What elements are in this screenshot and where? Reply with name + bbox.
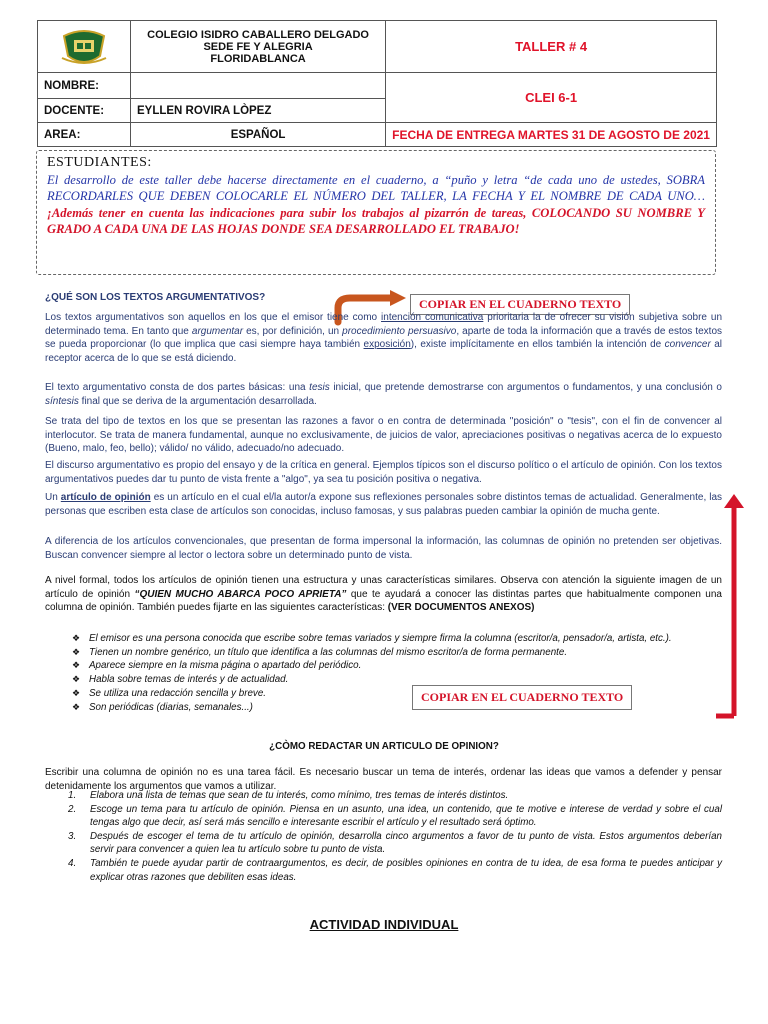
diamond-bullet-icon: ❖ xyxy=(72,674,81,685)
paragraph-escribir-columna: Escribir una columna de opinión no es una tarea fácil. Es necesario buscar un tema de interés, ordenar las ideas que vamos a defender y pensar detenidamente los argumentos que vamos a utilizar. xyxy=(45,767,722,792)
diamond-bullet-icon: ❖ xyxy=(72,687,81,698)
list-item: ❖ Son periódicas (diarias, semanales...) xyxy=(72,701,253,713)
diamond-bullet-icon: ❖ xyxy=(72,701,81,712)
diamond-bullet-icon: ❖ xyxy=(72,633,81,643)
list-item: ❖ Tienen un nombre genérico, un título que identifica a las columnas del mismo escritor/a de forma permanente. xyxy=(72,646,568,658)
paragraph-discurso: El discurso argumentativo es propio del ensayo y de la crítica en general. Ejemplos típicos son el discurso político o el artículo de opinión. Con los textos argumentativos puedes dar tu punto de vista frente a "algo", ya sea tu posición positiva o negativa. xyxy=(45,460,722,485)
estudiantes-blue-text: El desarrollo de este taller debe hacerse directamente en el cuaderno, a “puño y letra “de cada uno de ustedes, SOBRA RECORDARLES QUE DEBEN COLOCARLE EL NÚMERO DEL TALLER, LA FECHA Y EL NOMBRE DE CADA UNO… xyxy=(47,172,705,203)
actividad-individual-title: ACTIVIDAD INDIVIDUAL xyxy=(309,917,459,932)
section-title-como-redactar: ¿CÒMO REDACTAR UN ARTICULO DE OPINION? xyxy=(269,741,499,752)
docente-value: EYLLEN ROVIRA LÒPEZ xyxy=(130,99,385,123)
section-title-textos-argumentativos: ¿QUÉ SON LOS TEXTOS ARGUMENTATIVOS? xyxy=(45,292,266,303)
docente-label: DOCENTE: xyxy=(38,99,131,123)
paragraph-articulo-opinion: Un artículo de opinión es un artículo en el cual el/la autor/a expone sus reflexiones personales sobre distintos temas de actualidad. Generalmente, las personas que escriben esta clase de artículos son conocidas, incluso famosas, y sus palabras pueden cambiar la opinión de mucha gente. xyxy=(45,492,723,517)
clei-label: CLEI 6-1 xyxy=(386,73,717,123)
school-name-cell xyxy=(130,21,385,73)
list-item: 3. Después de escoger el tema de tu artículo de opinión, desarrolla cinco argumentos a favor de tu punto de vista. Estos argumentos deberían servir para convencer a quien lea tu artículo sobre tu punto de vista. xyxy=(68,830,722,856)
nombre-field[interactable] xyxy=(130,73,385,99)
school-city: FLORIDABLANCA xyxy=(210,52,306,65)
school-sede: SEDE FE Y ALEGRIA xyxy=(203,40,313,53)
paragraph-razones: Se trata del tipo de textos en los que se presentan las razones a favor o en contra de determinada "posición" o "tesis", con el fin de convencer al interlocutor. Se trata de manera fundamental, aunque no exclusivamente, de juicios de valor, apreciaciones positivas o negativas acerca de lo expuesto (Bueno, malo, feo, bello); válido/ no válido, adecuado/no adecuado. xyxy=(45,416,722,455)
header-table xyxy=(37,20,717,147)
taller-number: TALLER # 4 xyxy=(386,21,717,73)
list-item: 1. Elabora una lista de temas que sean de tu interés, como mínimo, tres temas de interés distintos. xyxy=(68,790,509,801)
diamond-bullet-icon: ❖ xyxy=(72,646,81,657)
area-label: AREA: xyxy=(38,123,131,147)
list-item: ❖ Aparece siempre en la misma página o apartado del periódico. xyxy=(72,660,362,672)
copy-label-top: COPIAR EN EL CUADERNO TEXTO xyxy=(410,294,630,315)
list-item: ❖ El emisor es una persona conocida que escribe sobre temas variados y siempre firma la columna (escritor/a, pensador/a, artista, etc.). xyxy=(72,633,672,644)
paragraph-definicion: Los textos argumentativos son aquellos en los que el emisor tiene como intención comunicativa prioritaria la de ofrecer su visión subjetiva sobre un determinado tema. En tanto que argumentar es, por definición, un procedimiento persuasivo, aparte de toda la información que a través de estos textos se pueda proporcionar (lo que implica que casi siempre haya también exposición), existe implícitamente en ellos también la intención de convencer al receptor acerca de lo que se está diciendo. xyxy=(45,312,723,364)
list-item: 4. También te puede ayudar partir de contraargumentos, es decir, de posibles opiniones en contra de tu idea, de esa forma te puedes anticipar y explicar otras razones que debiliten esas ideas. xyxy=(68,857,722,883)
estudiantes-title: ESTUDIANTES: xyxy=(47,155,152,170)
school-name: COLEGIO ISIDRO CABALLERO DELGADO xyxy=(147,28,369,41)
copy-label-bottom: COPIAR EN EL CUADERNO TEXTO xyxy=(412,685,632,710)
paragraph-partes: El texto argumentativo consta de dos partes básicas: una tesis inicial, que pretende demostrarse con argumentos o fundamentos, y una conclusión o síntesis final que se deriva de la argumentación desarrollada. xyxy=(45,382,722,407)
list-item: 2. Escoge un tema para tu artículo de opinión. Piensa en un asunto, una idea, un contenido, que te motive e interese de verdad y sobre el cual tengas algo que decir, así será más sencillo e interesante escribir el artículo y el resultado será óptimo. xyxy=(68,803,722,829)
paragraph-nivel-formal: A nivel formal, todos los artículos de opinión tienen una estructura y unas características similares. Observa con atención la siguiente imagen de un artículo de opinión “QUIEN MUCHO ABARCA POCO APRIETA” que te ayudará a conocer las distintas partes que habitualmente componen una columna de opinión. También puedes fijarte en las siguientes características: (VER DOCUMENTOS ANEXOS) xyxy=(45,575,722,614)
estudiantes-notice xyxy=(36,150,716,275)
list-item: ❖ Habla sobre temas de interés y de actualidad. xyxy=(72,674,289,686)
diamond-bullet-icon: ❖ xyxy=(72,660,81,671)
school-logo-cell xyxy=(38,21,131,73)
school-shield-logo xyxy=(60,28,108,66)
area-value: ESPAÑOL xyxy=(130,123,385,147)
fecha-entrega: FECHA DE ENTREGA MARTES 31 DE AGOSTO DE 2021 xyxy=(386,123,717,147)
estudiantes-red-text: ¡Además tener en cuenta las indicaciones para subir los trabajos al pizarrón de tareas, COLOCANDO SU NOMBRE Y GRADO A CADA UNA DE LAS HOJAS DONDE SEA DESARROLLADO EL TRABAJO! xyxy=(47,205,705,236)
pasos-list xyxy=(62,789,722,884)
list-item: ❖ Se utiliza una redacción sencilla y breve. xyxy=(72,687,266,699)
paragraph-diferencia: A diferencia de los artículos convencionales, que presentan de forma impersonal la información, las columnas de opinión no pretenden ser objetivas. Buscan convencer siempre al lector o lectora sobre un determinado punto de vista. xyxy=(45,536,722,561)
nombre-label: NOMBRE: xyxy=(38,73,131,99)
